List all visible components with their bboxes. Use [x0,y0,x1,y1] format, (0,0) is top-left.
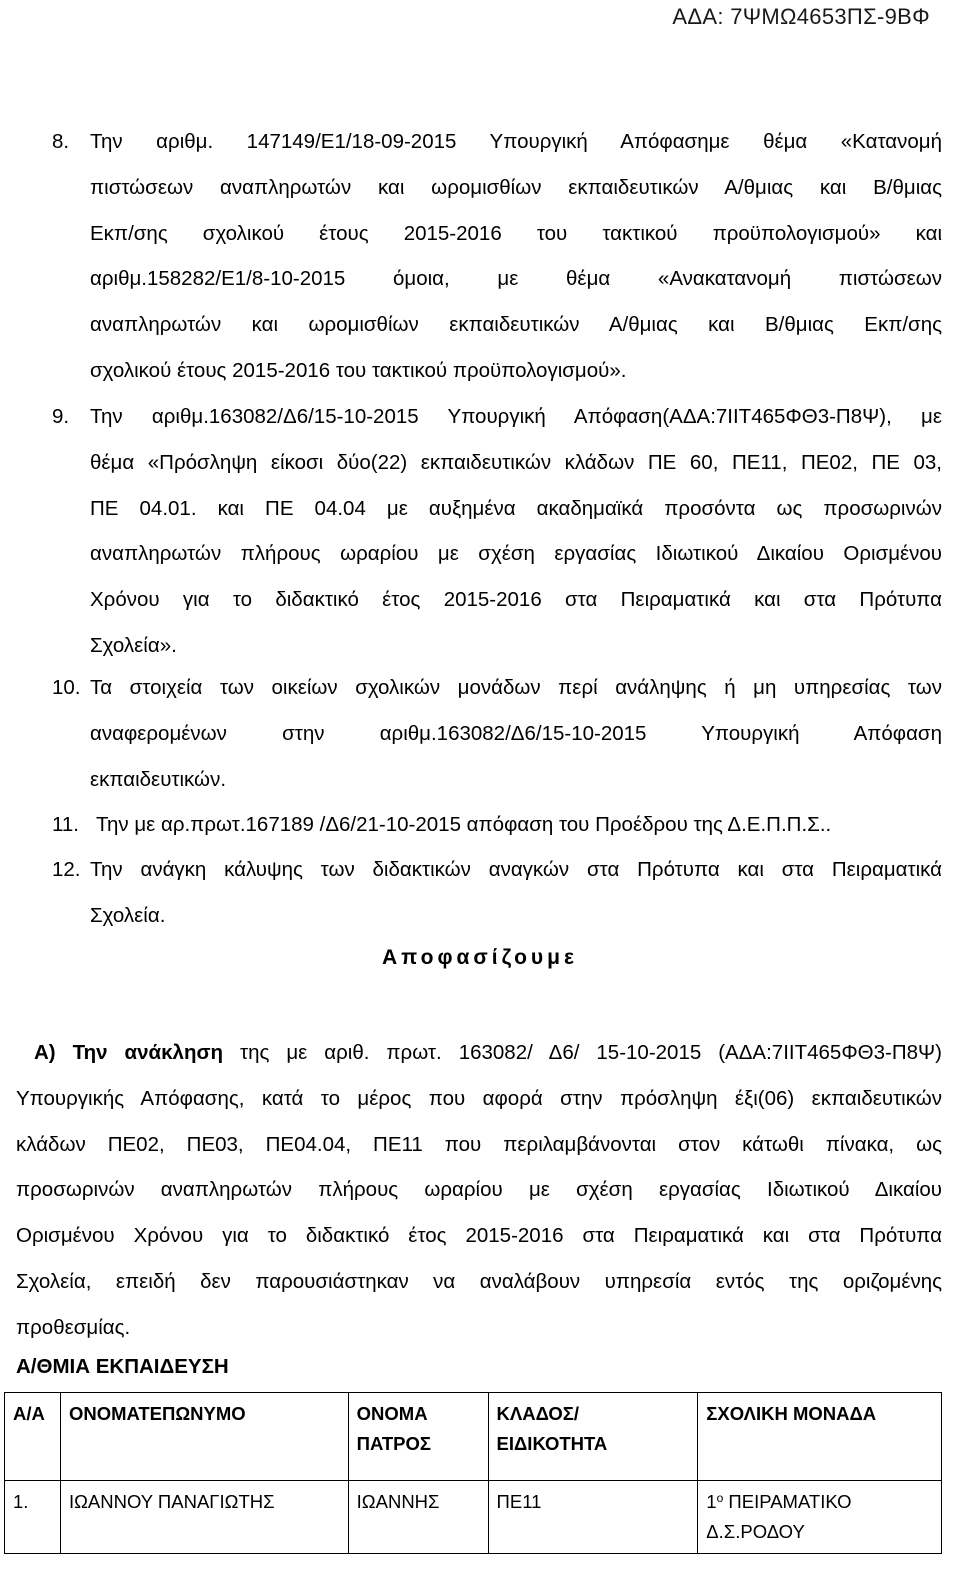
text-line: Την με αρ.πρωτ.167189 /Δ6/21-10-2015 απόφαση του Προέδρου της Δ.Ε.Π.Π.Σ.. [96,813,832,836]
text-line [16,1030,942,1076]
text-line: Ορισμένου Χρόνου για το διδακτικό έτος 2015-2016 στα Πειραματικά και στα Πρότυπα [16,1224,942,1248]
text-line: θέμα «Πρόσληψη είκοσι δύο(22) εκπαιδευτικών κλάδων ΠΕ 60, ΠΕ11, ΠΕ02, ΠΕ 03, [90,450,942,474]
list-item-12 [52,847,942,939]
table-header-row [5,1393,942,1481]
text-line: Την αριθμ. 147149/Ε1/18-09-2015 Υπουργική Απόφασημε θέμα «Κατανομή [90,130,942,153]
section-a-paragraph [16,1030,942,1351]
text-line: αριθμ.158282/Ε1/8-10-2015 όμοια, με θέμα «Ανακατανομή πιστώσεων [90,267,942,291]
cell-aa: 1. [5,1481,61,1554]
ada-code: ΑΔΑ: 7ΨΜΩ4653ΠΣ-9ΒΦ [672,4,930,29]
text-line: Εκπ/σης σχολικού έτους 2015-2016 του τακτικού προϋπολογισμού» και [90,221,942,245]
ordinal-suffix: ο [716,1491,724,1505]
text-line: σχολικού έτους 2015-2016 του τακτικού προϋπολογισμού». [90,358,627,382]
section-a-label: Α) Την ανάκληση [34,1041,224,1064]
text-line: ΠΕ 04.01. και ΠΕ 04.04 με αυξημένα ακαδημαϊκά προσόντα ως προσωρινών [90,496,942,520]
text-line: αναφερομένων στην αριθμ.163082/Δ6/15-10-2015 Υπουργική Απόφαση [90,721,942,745]
cell-school [698,1481,942,1554]
header-line: ΠΑΤΡΟΣ [356,1433,431,1454]
text-line: Τα στοιχεία των οικείων σχολικών μονάδων περί ανάληψης ή μη υπηρεσίας των [90,676,942,699]
text-line: αναπληρωτών πλήρους ωραρίου με σχέση εργασίας Ιδιωτικού Δικαίου Ορισμένου [90,542,942,566]
list-number: 10. [52,676,81,699]
school-location: Δ.Σ.ΡΟΔΟΥ [706,1521,805,1542]
list-item-10 [52,665,942,802]
staff-table [4,1392,942,1554]
text-line: προθεσμίας. [16,1315,131,1339]
header-line: ΟΝΟΜΑ [356,1403,428,1424]
text-line: αναπληρωτών και ωρομισθίων εκπαιδευτικών Α/θμιας και Β/θμιας Εκπ/σης [90,313,942,337]
text-line: προσωρινών αναπληρωτών πλήρους ωραρίου με σχέση εργασίας Ιδιωτικού Δικαίου [16,1178,942,1202]
column-header-school: ΣΧΟΛΙΚΗ ΜΟΝΑΔΑ [698,1393,942,1481]
list-item-9 [52,394,942,669]
cell-father-name: ΙΩΑΝΝΗΣ [348,1481,488,1554]
school-number: 1 [706,1491,717,1512]
column-header-name: ΟΝΟΜΑΤΕΠΩΝΥΜΟ [60,1393,348,1481]
text-line: πιστώσεων αναπληρωτών και ωρομισθίων εκπαιδευτικών Α/θμιας και Β/θμιας [90,175,942,199]
cell-name: ΙΩΑΝΝΟΥ ΠΑΝΑΓΙΩΤΗΣ [60,1481,348,1554]
text-line: Την ανάγκη κάλυψης των διδακτικών αναγκών στα Πρότυπα και στα Πειραματικά [90,858,942,881]
table-row [5,1481,942,1554]
section-a-first-line: της με αριθ. πρωτ. 163082/ Δ6/ 15-10-2015 (ΑΔΑ:7ΙΙΤ465ΦΘ3-Π8Ψ) [223,1041,943,1064]
list-number: 8. [52,130,70,153]
column-header-aa: Α/Α [5,1393,61,1481]
text-line: Υπουργικής Απόφασης, κατά το μέρος που αφορά στην πρόσληψη έξι(06) εκπαιδευτικών [16,1086,942,1110]
text-line: εκπαιδευτικών. [90,767,227,791]
cell-specialty: ΠΕ11 [488,1481,698,1554]
text-line: Σχολεία. [90,903,166,927]
school-name: ΠΕΙΡΑΜΑΤΙΚΟ [723,1491,852,1512]
text-line: Την αριθμ.163082/Δ6/15-10-2015 Υπουργική Απόφαση(ΑΔΑ:7ΙΙΤ465ΦΘ3-Π8Ψ), με [90,405,942,428]
decision-heading: Αποφασίζουμε [382,946,578,969]
text-line: Σχολεία, επειδή δεν παρουσιάστηκαν να αναλάβουν υπηρεσία εντός της οριζομένης [16,1269,942,1293]
list-number: 11. [52,813,79,836]
list-item-8 [52,119,942,394]
list-number: 9. [52,405,70,428]
section-title: Α/ΘΜΙΑ ΕΚΠΑΙΔΕΥΣΗ [16,1355,229,1378]
column-header-father-name [348,1393,488,1481]
text-line: Σχολεία». [90,633,177,657]
list-item-11 [52,802,942,848]
text-line: κλάδων ΠΕ02, ΠΕ03, ΠΕ04.04, ΠΕ11 που περιλαμβάνονται στον κάτωθι πίνακα, ως [16,1132,942,1156]
text-line: Χρόνου για το διδακτικό έτος 2015-2016 στα Πειραματικά και στα Πρότυπα [90,588,942,612]
list-number: 12. [52,858,81,881]
column-header-specialty: ΚΛΑΔΟΣ/ΕΙΔΙΚΟΤΗΤΑ [488,1393,698,1481]
